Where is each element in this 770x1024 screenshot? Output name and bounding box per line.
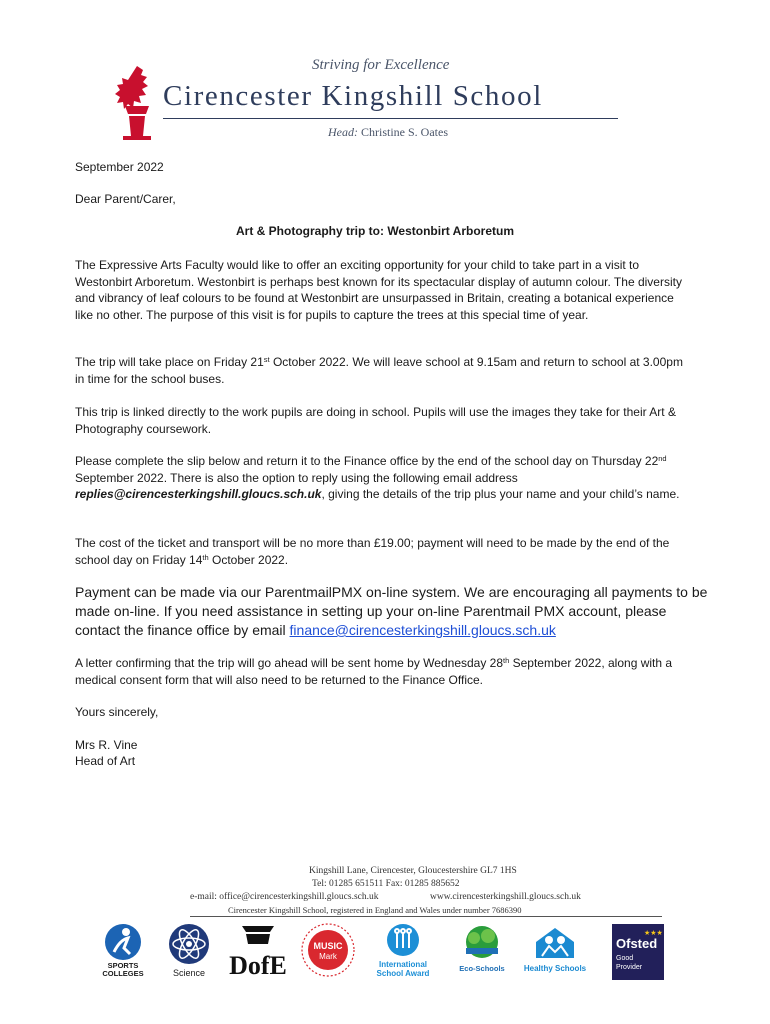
science-caption: Science [172, 968, 206, 978]
school-crest-icon [117, 62, 157, 142]
svg-text:Good: Good [616, 955, 634, 962]
dofe-icon [229, 922, 287, 982]
letter-date: September 2022 [75, 160, 164, 174]
healthy-schools-caption: Healthy Schools [523, 964, 587, 973]
head-label: Head: [328, 125, 358, 139]
science-logo [166, 922, 212, 982]
head-name: Christine S. Oates [361, 125, 448, 139]
dofe-logo [229, 922, 287, 982]
school-motto: Striving for Excellence [312, 57, 450, 73]
ofsted-logo [612, 924, 664, 980]
healthy-schools-logo [522, 922, 588, 982]
footer-divider [190, 916, 662, 917]
ofsted-icon [612, 924, 664, 980]
letter-title: Art & Photography trip to: Westonbirt Arboretum [236, 224, 514, 238]
svg-text:Ofsted: Ofsted [616, 936, 658, 951]
eco-schools-caption: Eco-Schools [459, 964, 505, 973]
closing: Yours sincerely, [75, 705, 159, 719]
signatory-name: Mrs R. Vine [75, 738, 138, 752]
signatory-role: Head of Art [75, 754, 136, 768]
international-award-caption: International School Award [376, 960, 430, 978]
paragraph-confirmation: A letter confirming that the trip will go ahead will be sent home by Wednesday 28th September 2022, along with a medical consent form that will also need to be returned to the Finance Office. [75, 656, 673, 687]
replies-email: replies@cirencesterkingshill.gloucs.sch.uk [75, 487, 322, 501]
svg-text:Mark: Mark [319, 952, 337, 961]
letterhead-divider [163, 118, 618, 119]
eco-schools-icon [456, 922, 508, 962]
footer-phone: Tel: 01285 651511 Fax: 01285 885652 [312, 879, 460, 889]
paragraph-cost: The cost of the ticket and transport will be no more than £19.00; payment will need to be made by the end of the school day on Friday 14th October 2022. [75, 536, 670, 567]
footer-email: e-mail: office@cirencesterkingshill.gloucs.sch.uk [190, 892, 379, 902]
paragraph-trip-date: The trip will take place on Friday 21st October 2022. We will leave school at 9.15am and return to school at 3.00pm in time for the school buses. [75, 355, 683, 386]
atom-icon [166, 922, 212, 966]
paragraph-payment: Payment can be made via our ParentmailPMX on-line system. We are encouraging all payments to be made on-line. If you need assistance in setting up your on-line Parentmail PMX account, please contact the finance office by email finance@cirencesterkingshill.gloucs.sch.uk [75, 584, 708, 638]
international-award-icon [368, 922, 438, 958]
svg-text:DofE: DofE [229, 951, 287, 980]
paragraph-intro: The Expressive Arts Faculty would like to offer an exciting opportunity for your child to take part in a visit to Westonbirt Arboretum. Westonbirt is perhaps best known for its spectacular display of autumn colour. The diversity and vibrancy of leaf colours to be found at Westonbirt are unsurpassed in Britain, creating a botanical experience like no other. The purpose of this visit is for pupils to capture the trees at this special time of year. [75, 258, 682, 322]
footer-website: www.cirencesterkingshill.gloucs.sch.uk [430, 892, 581, 902]
music-mark-logo [300, 922, 356, 982]
svg-text:MUSIC: MUSIC [313, 941, 343, 951]
head-teacher [328, 125, 448, 140]
eco-schools-logo [456, 922, 508, 982]
international-school-award-logo [368, 922, 438, 982]
salutation: Dear Parent/Carer, [75, 192, 176, 206]
music-mark-icon [300, 922, 356, 980]
footer-registration: Cirencester Kingshill School, registered in England and Wales under number 7686390 [228, 905, 522, 915]
sports-colleges-logo [100, 922, 146, 982]
healthy-schools-icon [522, 922, 588, 962]
school-name: Cirencester Kingshill School [163, 80, 543, 112]
sports-colleges-caption: SPORTS COLLEGES [102, 961, 144, 978]
svg-text:★★★: ★★★ [644, 929, 663, 937]
sports-colleges-icon [100, 922, 146, 962]
footer-address: Kingshill Lane, Cirencester, Gloucestershire GL7 1HS [309, 866, 517, 876]
paragraph-reply-slip: Please complete the slip below and return it to the Finance office by the end of the school day on Thursday 22nd September 2022. There is also the option to reply using the following email address replies@cirencesterkingshill.gloucs.sch.uk, giving the details of the trip plus your name and your child’s name. [75, 454, 680, 501]
finance-email-link[interactable]: finance@cirencesterkingshill.gloucs.sch.uk [289, 622, 556, 638]
paragraph-coursework: This trip is linked directly to the work pupils are doing in school. Pupils will use the images they take for their Art & Photography coursework. [75, 405, 676, 436]
svg-text:Provider: Provider [616, 964, 643, 971]
